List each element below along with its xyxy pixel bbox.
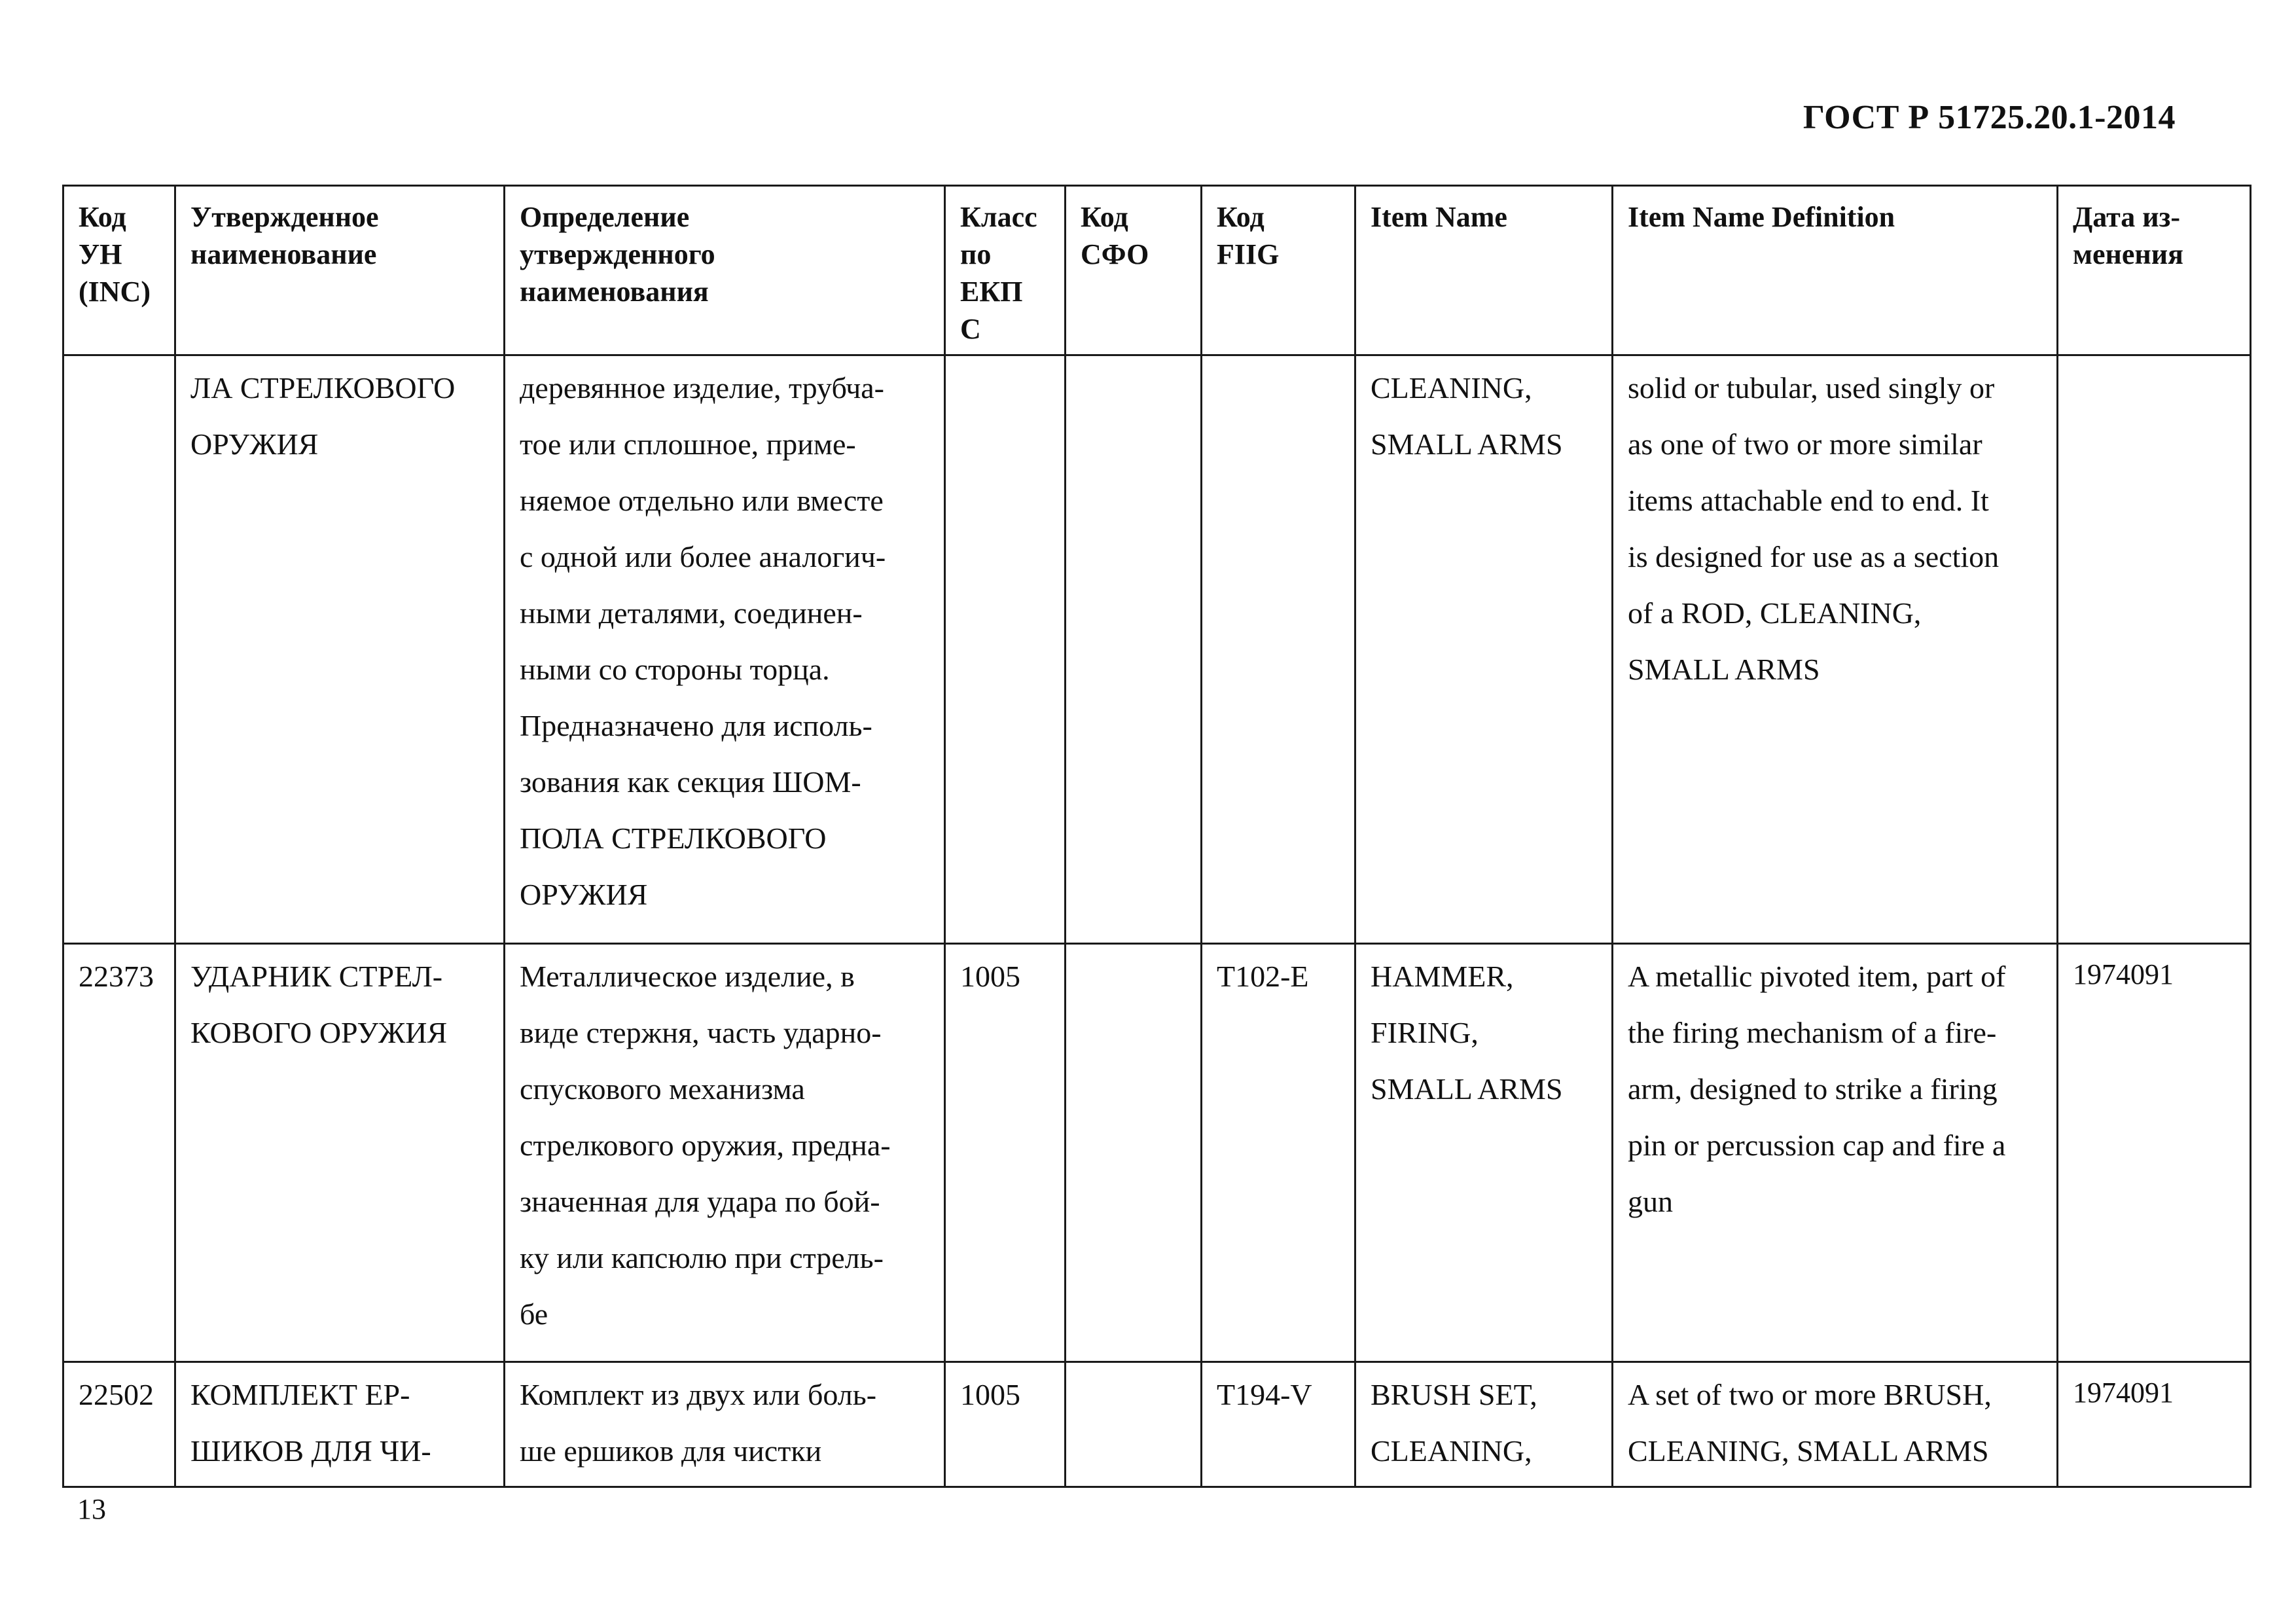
cell-sfo-code bbox=[1066, 355, 1202, 944]
cell-change-date: 1974091 bbox=[2058, 1362, 2251, 1487]
cell-approved-name: ЛА СТРЕЛКОВОГО ОРУЖИЯ bbox=[175, 355, 505, 944]
cell-name-definition: Металлическое изделие, в виде стержня, часть ударно- спускового механизма стрелкового оружия, предна- значенная для удара по бой- ку или капсюлю при стрель- бе bbox=[505, 944, 945, 1362]
cell-item-name: CLEANING, SMALL ARMS bbox=[1355, 355, 1613, 944]
cell-class: 1005 bbox=[945, 1362, 1066, 1487]
table-header-row bbox=[63, 186, 2251, 355]
cell-sfo-code bbox=[1066, 1362, 1202, 1487]
column-header-name-definition: Определение утвержденного наименования bbox=[505, 186, 945, 355]
cell-change-date bbox=[2058, 355, 2251, 944]
column-header-item-name-definition: Item Name Definition bbox=[1613, 186, 2058, 355]
column-header-class: Класс по ЕКП С bbox=[945, 186, 1066, 355]
cell-approved-name: УДАРНИК СТРЕЛ- КОВОГО ОРУЖИЯ bbox=[175, 944, 505, 1362]
cell-class bbox=[945, 355, 1066, 944]
table-row bbox=[63, 355, 2251, 944]
column-header-inc-code: Код УН (INC) bbox=[63, 186, 175, 355]
cell-sfo-code bbox=[1066, 944, 1202, 1362]
cell-class: 1005 bbox=[945, 944, 1066, 1362]
cell-item-name-definition: A metallic pivoted item, part of the firing mechanism of a fire- arm, designed to strike a firing pin or percussion cap and fire a gun bbox=[1613, 944, 2058, 1362]
page-number: 13 bbox=[77, 1493, 106, 1525]
table-row bbox=[63, 944, 2251, 1362]
cell-inc-code: 22373 bbox=[63, 944, 175, 1362]
column-header-fiig-code: Код FIIG bbox=[1202, 186, 1355, 355]
cell-inc-code bbox=[63, 355, 175, 944]
cell-inc-code: 22502 bbox=[63, 1362, 175, 1487]
column-header-change-date: Дата из- менения bbox=[2058, 186, 2251, 355]
table-row bbox=[63, 1362, 2251, 1487]
cell-approved-name: КОМПЛЕКТ ЕР- ШИКОВ ДЛЯ ЧИ- bbox=[175, 1362, 505, 1487]
cell-fiig-code bbox=[1202, 355, 1355, 944]
cell-item-name-definition: A set of two or more BRUSH, CLEANING, SMALL ARMS bbox=[1613, 1362, 2058, 1487]
cell-name-definition: Комплект из двух или боль- ше ершиков для чистки bbox=[505, 1362, 945, 1487]
cell-fiig-code: T102-E bbox=[1202, 944, 1355, 1362]
column-header-approved-name: Утвержденное наименование bbox=[175, 186, 505, 355]
column-header-sfo-code: Код СФО bbox=[1066, 186, 1202, 355]
column-header-item-name: Item Name bbox=[1355, 186, 1613, 355]
document-code: ГОСТ Р 51725.20.1-2014 bbox=[1803, 99, 2176, 136]
cell-name-definition: деревянное изделие, трубча- тое или сплошное, приме- няемое отдельно или вместе с одной или более аналогич- ными деталями, соединен- ными со стороны торца. Предназначено для исполь- зования как секция ШОМ- ПОЛА СТРЕЛКОВОГО ОРУЖИЯ bbox=[505, 355, 945, 944]
cell-item-name-definition: solid or tubular, used singly or as one of two or more similar items attachable end to end. It is designed for use as a section of a ROD, CLEANING, SMALL ARMS bbox=[1613, 355, 2058, 944]
cell-change-date: 1974091 bbox=[2058, 944, 2251, 1362]
name-registry-table bbox=[62, 185, 2251, 1488]
cell-fiig-code: T194-V bbox=[1202, 1362, 1355, 1487]
cell-item-name: HAMMER, FIRING, SMALL ARMS bbox=[1355, 944, 1613, 1362]
cell-item-name: BRUSH SET, CLEANING, bbox=[1355, 1362, 1613, 1487]
